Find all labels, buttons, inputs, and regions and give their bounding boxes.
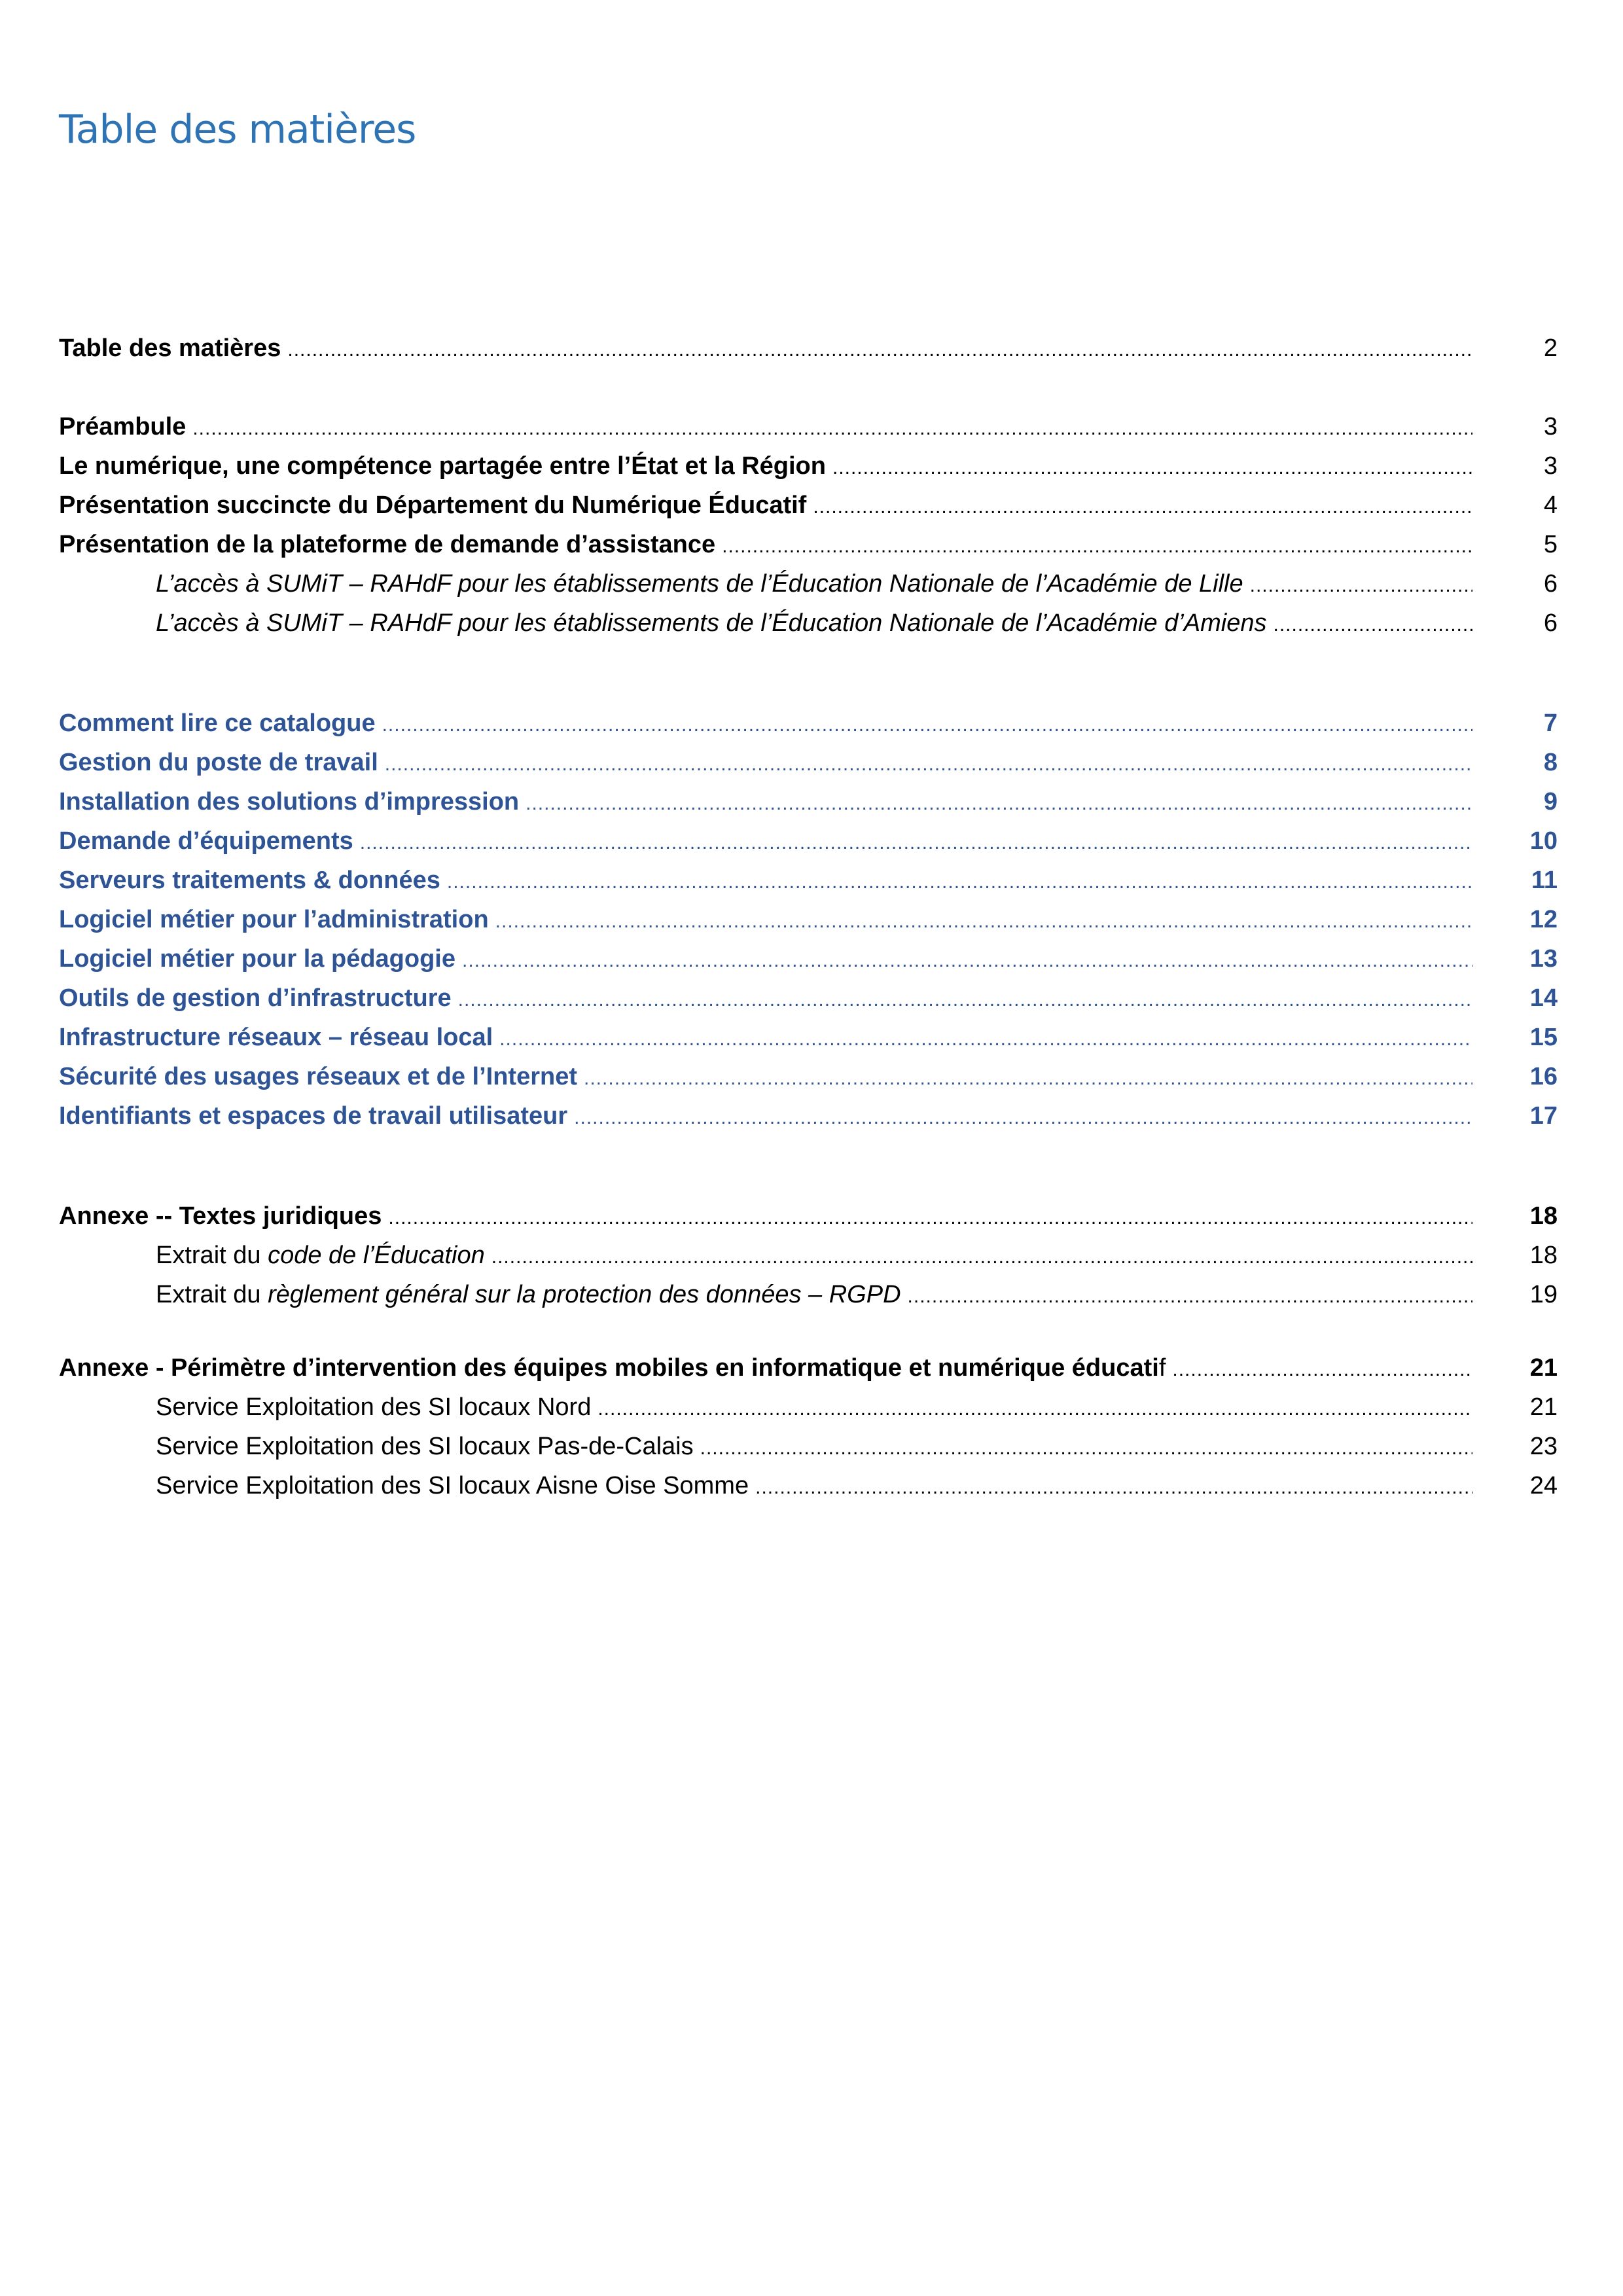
toc-entry-page: 24: [1529, 1472, 1558, 1499]
toc-entry-label: [59, 1348, 1166, 1388]
toc-entry[interactable]: [59, 1018, 1558, 1057]
toc-entry[interactable]: [59, 525, 1558, 564]
dot-leader: [462, 941, 1472, 980]
dot-leader: [388, 1198, 1472, 1238]
page-title: Table des matières: [59, 107, 416, 152]
toc-entry-page: 16: [1529, 1063, 1558, 1090]
dot-leader: [385, 745, 1472, 784]
toc-entry[interactable]: [59, 939, 1558, 978]
dot-leader: [832, 448, 1472, 488]
toc-subentry[interactable]: [156, 603, 1558, 643]
toc-entry[interactable]: [59, 329, 1558, 368]
dot-leader: [908, 1277, 1472, 1316]
toc-entry[interactable]: [59, 1196, 1558, 1236]
toc-entry-label: Service Exploitation des SI locaux Nord: [156, 1393, 592, 1421]
dot-leader: [526, 784, 1472, 823]
label-italic: règlement général sur la protection des données – RGPD: [268, 1281, 901, 1308]
toc-entry-page: 23: [1529, 1433, 1558, 1460]
toc-entry[interactable]: [59, 1057, 1558, 1096]
toc-entry-label: Serveurs traitements & données: [59, 867, 440, 894]
label-prefix: Extrait du: [156, 1242, 268, 1269]
label-main: Annexe - Périmètre d’intervention des équipes mobiles en informatique et numérique éducati: [59, 1354, 1159, 1382]
toc-entry-page: 14: [1529, 984, 1558, 1012]
dot-leader: [287, 331, 1472, 370]
toc-entry-page: 18: [1529, 1202, 1558, 1230]
toc-entry-page: 6: [1543, 570, 1558, 598]
toc-entry[interactable]: [59, 407, 1558, 446]
toc-subentry[interactable]: [156, 1388, 1558, 1427]
dot-leader: [597, 1390, 1472, 1429]
dot-leader: [495, 902, 1472, 941]
toc-entry[interactable]: [59, 1348, 1558, 1388]
toc-entry-label: Table des matières: [59, 334, 281, 362]
toc-entry[interactable]: [59, 486, 1558, 525]
toc-entry-label: Préambule: [59, 413, 187, 440]
toc-entry-page: 11: [1531, 867, 1558, 894]
dot-leader: [382, 706, 1472, 745]
toc-entry-page: 10: [1529, 827, 1558, 855]
dot-leader: [499, 1020, 1472, 1059]
toc-subentry[interactable]: [156, 1275, 1558, 1314]
dot-leader: [1172, 1350, 1472, 1390]
toc-entry-page: 8: [1543, 749, 1558, 776]
toc-entry-label: Présentation de la plateforme de demande d’assistance: [59, 531, 716, 558]
dot-leader: [813, 488, 1472, 527]
dot-leader: [1250, 566, 1472, 605]
toc-entry-label: Présentation succincte du Département du Numérique Éducatif: [59, 492, 807, 519]
toc-entry-page: 5: [1543, 531, 1558, 558]
toc-entry-page: 3: [1543, 452, 1558, 480]
toc-entry-page: 19: [1529, 1281, 1558, 1308]
toc-entry[interactable]: [59, 861, 1558, 900]
toc-entry-label: L’accès à SUMiT – RAHdF pour les établissements de l’Éducation Nationale de l’Académie d’Amiens: [156, 609, 1267, 637]
dot-leader: [700, 1429, 1472, 1468]
toc-entry-page: 9: [1543, 788, 1558, 816]
toc-entry-label: Service Exploitation des SI locaux Pas-de-Calais: [156, 1433, 694, 1460]
toc-entry[interactable]: [59, 821, 1558, 861]
toc-entry[interactable]: [59, 978, 1558, 1018]
toc-entry-label: Le numérique, une compétence partagée entre l’État et la Région: [59, 452, 826, 480]
toc-entry-label: Logiciel métier pour la pédagogie: [59, 945, 455, 973]
toc-entry-page: 3: [1543, 413, 1558, 440]
dot-leader: [192, 409, 1472, 448]
toc-entry-page: 4: [1543, 492, 1558, 519]
toc-entry-label: Identifiants et espaces de travail utilisateur: [59, 1102, 568, 1130]
toc-subentry[interactable]: [156, 1236, 1558, 1275]
toc-entry-label: Sécurité des usages réseaux et de l’Internet: [59, 1063, 578, 1090]
toc-subentry[interactable]: [156, 1427, 1558, 1466]
toc-entry-page: 21: [1529, 1354, 1558, 1382]
toc-entry-label: Service Exploitation des SI locaux Aisne Oise Somme: [156, 1472, 749, 1499]
toc-entry-label: Gestion du poste de travail: [59, 749, 378, 776]
toc-entry[interactable]: [59, 900, 1558, 939]
toc-entry-page: 18: [1529, 1242, 1558, 1269]
toc-entry-label: [156, 1275, 901, 1314]
toc-subentry[interactable]: [156, 1466, 1558, 1505]
dot-leader: [574, 1098, 1472, 1138]
toc-entry-page: 6: [1543, 609, 1558, 637]
toc-entry-label: Outils de gestion d’infrastructure: [59, 984, 452, 1012]
dot-leader: [458, 980, 1472, 1020]
toc-entry-label: Comment lire ce catalogue: [59, 709, 376, 737]
toc-entry-label: Demande d’équipements: [59, 827, 353, 855]
dot-leader: [447, 863, 1472, 902]
toc-entry-page: 12: [1529, 906, 1558, 933]
dot-leader: [360, 823, 1472, 863]
dot-leader: [755, 1468, 1472, 1507]
dot-leader: [584, 1059, 1472, 1098]
toc-entry-page: 2: [1543, 334, 1558, 362]
toc-entry[interactable]: [59, 446, 1558, 486]
dot-leader: [1273, 605, 1472, 645]
dot-leader: [722, 527, 1472, 566]
toc-entry-label: [156, 1236, 485, 1275]
toc-entry-page: 7: [1543, 709, 1558, 737]
toc-entry[interactable]: [59, 743, 1558, 782]
toc-entry-label: Annexe -- Textes juridiques: [59, 1202, 382, 1230]
label-italic: code de l’Éducation: [268, 1242, 485, 1269]
toc-entry-label: L’accès à SUMiT – RAHdF pour les établissements de l’Éducation Nationale de l’Académie de Lille: [156, 570, 1243, 598]
dot-leader: [491, 1238, 1472, 1277]
toc-entry-page: 21: [1529, 1393, 1558, 1421]
toc-entry-label: Infrastructure réseaux – réseau local: [59, 1024, 493, 1051]
toc-entry-label: Installation des solutions d’impression: [59, 788, 520, 816]
toc-entry[interactable]: [59, 1096, 1558, 1136]
label-prefix: Extrait du: [156, 1281, 268, 1308]
toc-entry-label: Logiciel métier pour l’administration: [59, 906, 489, 933]
toc-entry-page: 13: [1529, 945, 1558, 973]
toc-entry[interactable]: [59, 704, 1558, 743]
toc-entry[interactable]: [59, 782, 1558, 821]
toc-subentry[interactable]: [156, 564, 1558, 603]
label-tail: f: [1158, 1354, 1166, 1382]
toc-entry-page: 15: [1529, 1024, 1558, 1051]
toc-entry-page: 17: [1529, 1102, 1558, 1130]
